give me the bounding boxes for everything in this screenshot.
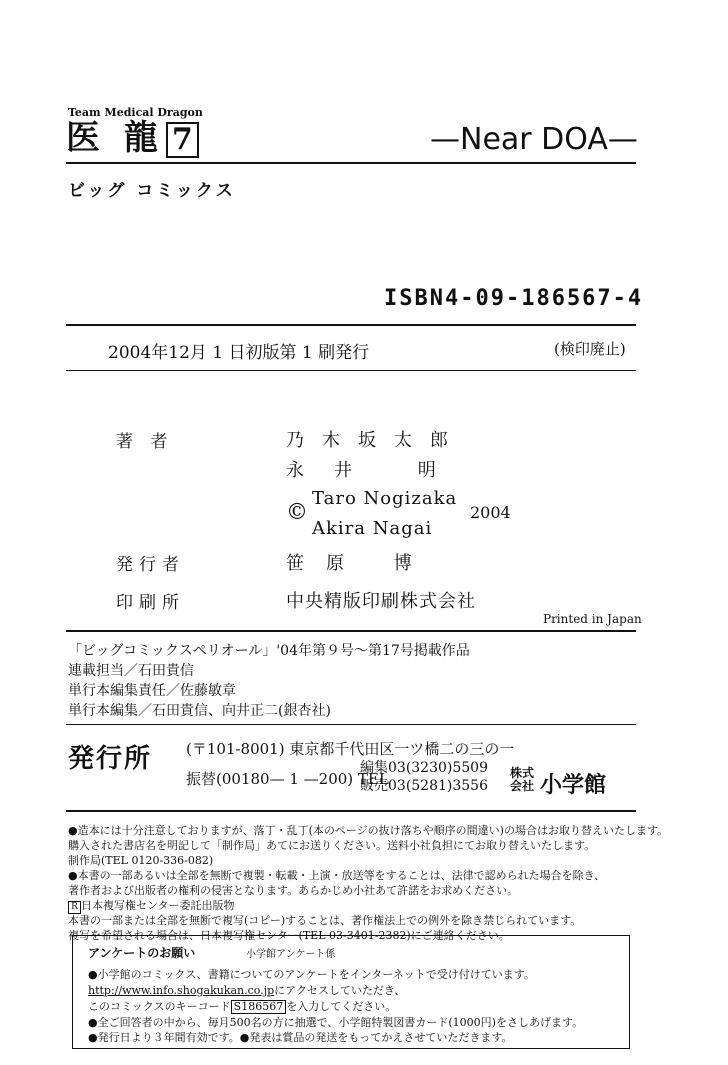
publisher-office-label: 発行所 [68, 744, 153, 774]
notice-defect-1: ●造本には十分注意しておりますが、落丁・乱丁(本のページの抜け落ちや順序の間違い)の場合はお取り替えいたします。 [68, 824, 669, 837]
book-editor-in-charge: 単行本編集責任／佐藤敏章 [68, 683, 236, 699]
copyright-name-2: Akira Nagai [312, 518, 433, 539]
series-english-title: Team Medical Dragon [68, 106, 203, 119]
publisher-name: 笹原 博 [286, 553, 434, 574]
book-editors: 単行本編集／石田貴信、向井正二(銀杏社) [68, 703, 331, 719]
survey-line-4: ●全ご回答者の中から、毎月500名の方に抽選で、小学館特製図書カード(1000円)をさしあげます。 [88, 1016, 584, 1029]
notice-jrrc-text: 日本複写権センター委託出版物 [81, 899, 235, 912]
notice-copyright-1: ●本書の一部あるいは全部を無断で複製・転載・上演・放送等をすることは、法律で認められた場合を除き、 [68, 869, 606, 882]
survey-title: アンケートのお願い [88, 946, 196, 960]
survey-key-code: S186567 [231, 1000, 287, 1014]
author-name-1: 乃木坂太郎 [286, 430, 466, 451]
book-title [66, 118, 199, 158]
printer-name: 中央精版印刷株式会社 [286, 591, 476, 612]
comic-label: ビッグ コミックス [68, 181, 236, 201]
book-subtitle: —Near DOA— [430, 122, 638, 157]
copyright-symbol: © [286, 500, 308, 525]
phone-sales: 販売03(5281)3556 [360, 778, 488, 794]
date-divider [66, 370, 636, 371]
phone-editorial: 編集03(3230)5509 [360, 760, 488, 776]
company-type-1: 株式 [510, 766, 535, 780]
publisher-address: (〒101-8001) 東京都千代田区一ツ橋二の三の一 [186, 740, 515, 758]
publication-date: 2004年12月 1 日初版第 1 刷発行 [108, 343, 370, 363]
notice-production-dept: 制作局(TEL 0120-336-082) [68, 854, 214, 867]
volume-number-box: 7 [166, 122, 199, 158]
serialization-divider [66, 724, 636, 725]
survey-line-2 [88, 982, 405, 998]
publisher-role-label: 発行者 [116, 555, 185, 575]
survey-department: 小学館アンケート係 [246, 949, 336, 960]
survey-line-2-rest: にアクセスしていただき、 [274, 984, 406, 997]
notice-defect-2: 購入された書店名を明記して「制作局」あてにお送りください。送料小社負担にてお取り替えいたします。 [68, 839, 596, 852]
printed-in-japan: Printed in Japan [543, 612, 642, 626]
isbn-number: ISBN4-09-186567-4 [384, 286, 644, 311]
furikae-and-tel: 振替(00180— 1 —200) TEL [186, 770, 389, 788]
stamp-abolished-note: (検印廃止) [554, 340, 626, 358]
publisher-divider [66, 810, 636, 812]
serialization-source: 「ビッグコミックスペリオール」'04年第９号～第17号掲載作品 [68, 643, 470, 659]
author-name-2: 永井 明 [286, 460, 466, 481]
publisher-company-name: 小学館 [540, 773, 607, 798]
phone-numbers [360, 759, 488, 795]
header-divider [66, 162, 636, 164]
book-title-jp: 医 龍 [66, 118, 164, 158]
company-type-2: 会社 [510, 779, 535, 793]
notice-copy-2: 複写を希望される場合は、日本複写権センター(TEL 03-3401-2382)にご連絡ください。 [68, 929, 510, 942]
serial-editor: 連載担当／石田貴信 [68, 663, 194, 679]
author-role-label: 著 者 [116, 432, 174, 452]
copyright-name-1: Taro Nogizaka [312, 488, 458, 509]
credits-divider [66, 630, 636, 632]
survey-url-link[interactable]: http://www.info.shogakukan.co.jp [88, 984, 275, 997]
notice-copyright-2: 著作者および出版者の権利の侵害となります。あらかじめ小社あて許諾をお求めください。 [68, 884, 519, 897]
isbn-divider [66, 324, 636, 326]
survey-line-1: ●小学館のコミックス、書籍についてのアンケートをインターネットで受け付けています。 [88, 968, 535, 981]
survey-line-3-post: を入力してください。 [286, 1000, 397, 1013]
survey-line-3 [88, 998, 396, 1014]
survey-line-5: ●発行日より３年間有効です。●発表は賞品の発送をもってかえさせていただきます。 [88, 1031, 513, 1044]
company-type-label [510, 767, 534, 793]
copyright-year: 2004 [470, 503, 511, 522]
survey-line-3-pre: このコミックスのキーコード [88, 1000, 231, 1013]
notice-copy-1: 本書の一部または全部を無断で複写(コピー)することは、著作権法上での例外を除き禁じられています。 [68, 914, 582, 927]
printer-role-label: 印刷所 [116, 593, 185, 613]
r-mark-icon: R [68, 901, 81, 914]
